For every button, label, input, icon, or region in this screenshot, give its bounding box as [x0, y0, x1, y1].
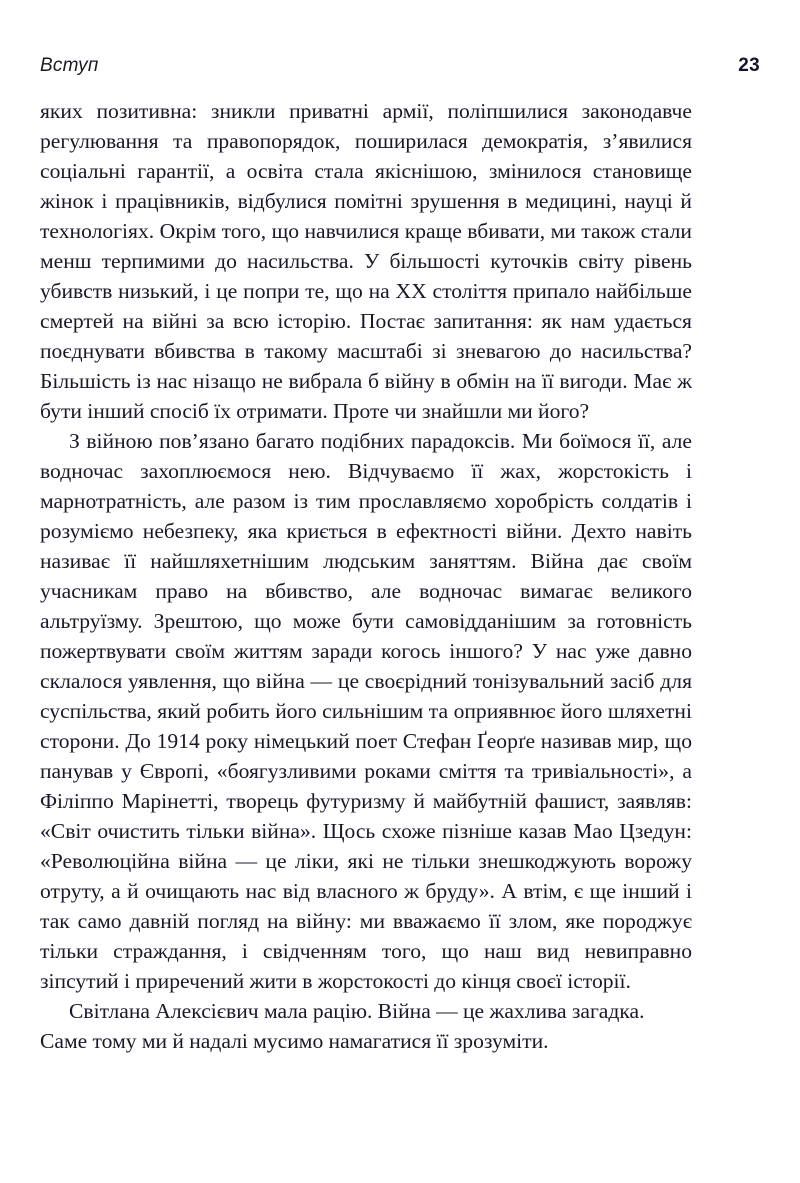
- paragraph: З війною пов’язано багато подібних парадоксів. Ми боїмося її, але водночас захоплюємося нею. Відчуваємо її жах, жорстокість і марнотратність, але разом із тим прославляємо хоробрість солдатів і розуміємо небезпеку, яка криється в ефектності війни. Дехто навіть називає її найшляхетнішим людським заняттям. Війна дає своїм учасникам право на вбивство, але водночас вимагає великого альтруїзму. Зрештою, що може бути самовідданішим за готовність пожертвувати своїм життям заради когось іншого? У нас уже давно склалося уявлення, що війна — це своєрідний тонізувальний засіб для суспільства, який робить його сильнішим та оприявнює його шляхетні сторони. До 1914 року німецький поет Стефан Ґеорґе називав мир, що панував у Європі, «боягузливими роками сміття та тривіальності», а Філіппо Марінетті, творець футуризму й майбутній фашист, заявляв: «Світ очистить тільки війна». Щось схоже пізніше казав Мао Цзедун: «Революційна війна — це ліки, які не тільки знешкоджують ворожу отруту, а й очищають нас від власного ж бруду». А втім, є ще інший і так само давній погляд на війну: ми вважаємо її злом, яке породжує тільки страждання, і свідченням того, що наш вид невиправно зіпсутий і приречений жити в жорстокості до кінця своєї історії.: [40, 429, 692, 993]
- running-head-title: Вступ: [40, 55, 99, 76]
- body-text-block: [40, 96, 692, 1056]
- paragraph: яких позитивна: зникли приватні армії, поліпшилися законодавче регулювання та правопорядок, поширилася демократія, з’явилися соціальні гарантії, а освіта стала якіснішою, змінилося становище жінок і працівників, відбулися помітні зрушення в медицині, науці й технологіях. Окрім того, що навчилися краще вбивати, ми також стали менш терпимими до насильства. У більшості куточків світу рівень убивств низький, і це попри те, що на XX століття припало найбільше смертей на війні за всю історію. Постає запитання: як нам удається поєднувати вбивства в такому масштабі зі зневагою до насильства? Більшість із нас нізащо не вибрала б війну в обмін на її вигоди. Має ж бути інший спосіб їх отримати. Проте чи знайшли ми його?: [40, 99, 692, 423]
- running-head: [40, 55, 760, 83]
- page-number: 23: [738, 55, 760, 76]
- paragraph: Світлана Алексієвич мала рацію. Війна — це жахлива загадка. Саме тому ми й надалі мусимо намагатися її зрозуміти.: [40, 999, 645, 1053]
